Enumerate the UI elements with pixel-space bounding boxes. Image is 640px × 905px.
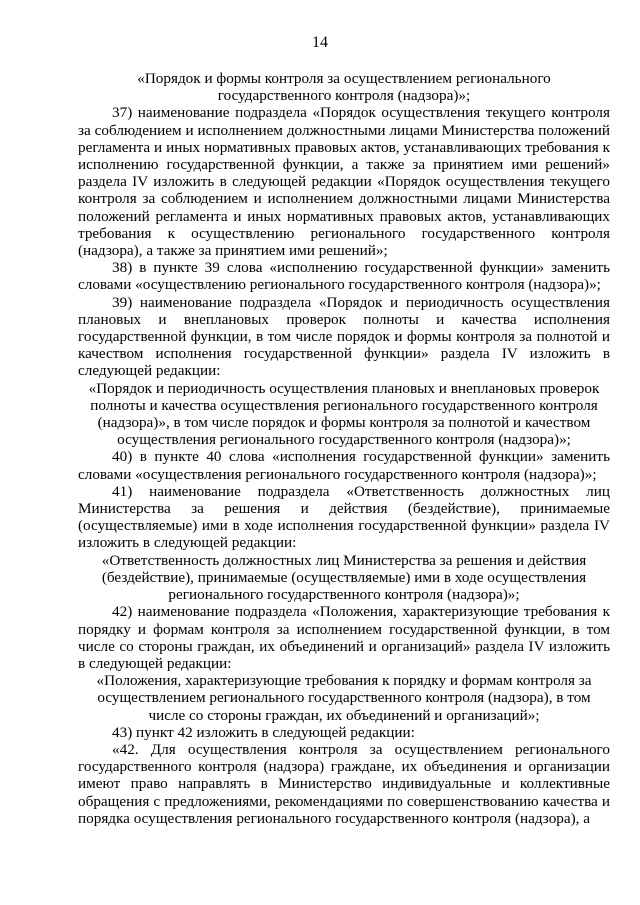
page-number: 14: [312, 34, 328, 51]
quoted-heading: «Порядок и периодичность осуществления плановых и внеплановых проверок полноты и качества осуществления регионального государственного контроля (надзора)», в том числе порядок и формы контроля за полнотой и качеством осуществления регионального государственного контроля (надзора)»;: [88, 379, 600, 449]
paragraph-point-42: «42. Для осуществления контроля за осуществлением регионального государственного контроля (надзора) граждане, их объединения и организации имеют право направлять в Министерство индивидуальные и коллективные обращения с предложениями, рекомендациями по совершенствованию качества и порядка осуществления регионального государственного контроля (надзора), а: [78, 740, 610, 827]
paragraph-item-40: 40) в пункте 40 слова «исполнения государственной функции» заменить словами «осуществления регионального государственного контроля (надзора)»;: [78, 448, 610, 483]
paragraph-item-41: 41) наименование подраздела «Ответственность должностных лиц Министерства за решения и действия (бездействие), принимаемые (осуществляемые) ими в ходе исполнения государственной функции» раздела IV изложить в следующей редакции:: [78, 482, 610, 552]
quoted-heading: «Ответственность должностных лиц Министерства за решения и действия (бездействие), принимаемые (осуществляемые) ими в ходе осуществления регионального государственного контроля (надзора)»;: [101, 551, 587, 604]
document-body: [78, 70, 610, 827]
paragraph-item-38: 38) в пункте 39 слова «исполнению государственной функции» заменить словами «осуществлению регионального государственного контроля (надзора)»;: [78, 259, 610, 294]
quoted-heading: «Порядок и формы контроля за осуществлением регионального государственного контроля (надзора)»;: [137, 70, 551, 105]
paragraph-item-39: 39) наименование подраздела «Порядок и периодичность осуществления плановых и внеплановых проверок полноты и качества исполнения государственной функции, в том числе порядок и формы контроля за полнотой и качеством исполнения государственной функции» раздела IV изложить в следующей редакции:: [78, 293, 610, 380]
paragraph-item-37: 37) наименование подраздела «Порядок осуществления текущего контроля за соблюдением и исполнением должностными лицами Министерства положений регламента и иных нормативных правовых актов, устанавливающих требования к исполнению государственной функции, а также за принятием ими решений» раздела IV изложить в следующей редакции «Порядок осуществления текущего контроля за соблюдением и исполнением должностными лицами Министерства положений регламента и иных нормативных правовых актов, устанавливающих требования к осуществлению регионального государственного контроля (надзора), а также за принятием ими решений»;: [78, 104, 610, 260]
quoted-heading: «Положения, характеризующие требования к порядку и формам контроля за осуществлением регионального государственного контроля (надзора), в том числе со стороны граждан, их объединений и организаций»;: [96, 672, 592, 724]
paragraph-item-42: 42) наименование подраздела «Положения, характеризующие требования к порядку и формам контроля за исполнением государственной функции, в том числе со стороны граждан, их объединений и организаций» раздела IV изложить в следующей редакции:: [78, 603, 610, 672]
paragraph-item-43: 43) пункт 42 изложить в следующей редакции:: [112, 723, 415, 741]
